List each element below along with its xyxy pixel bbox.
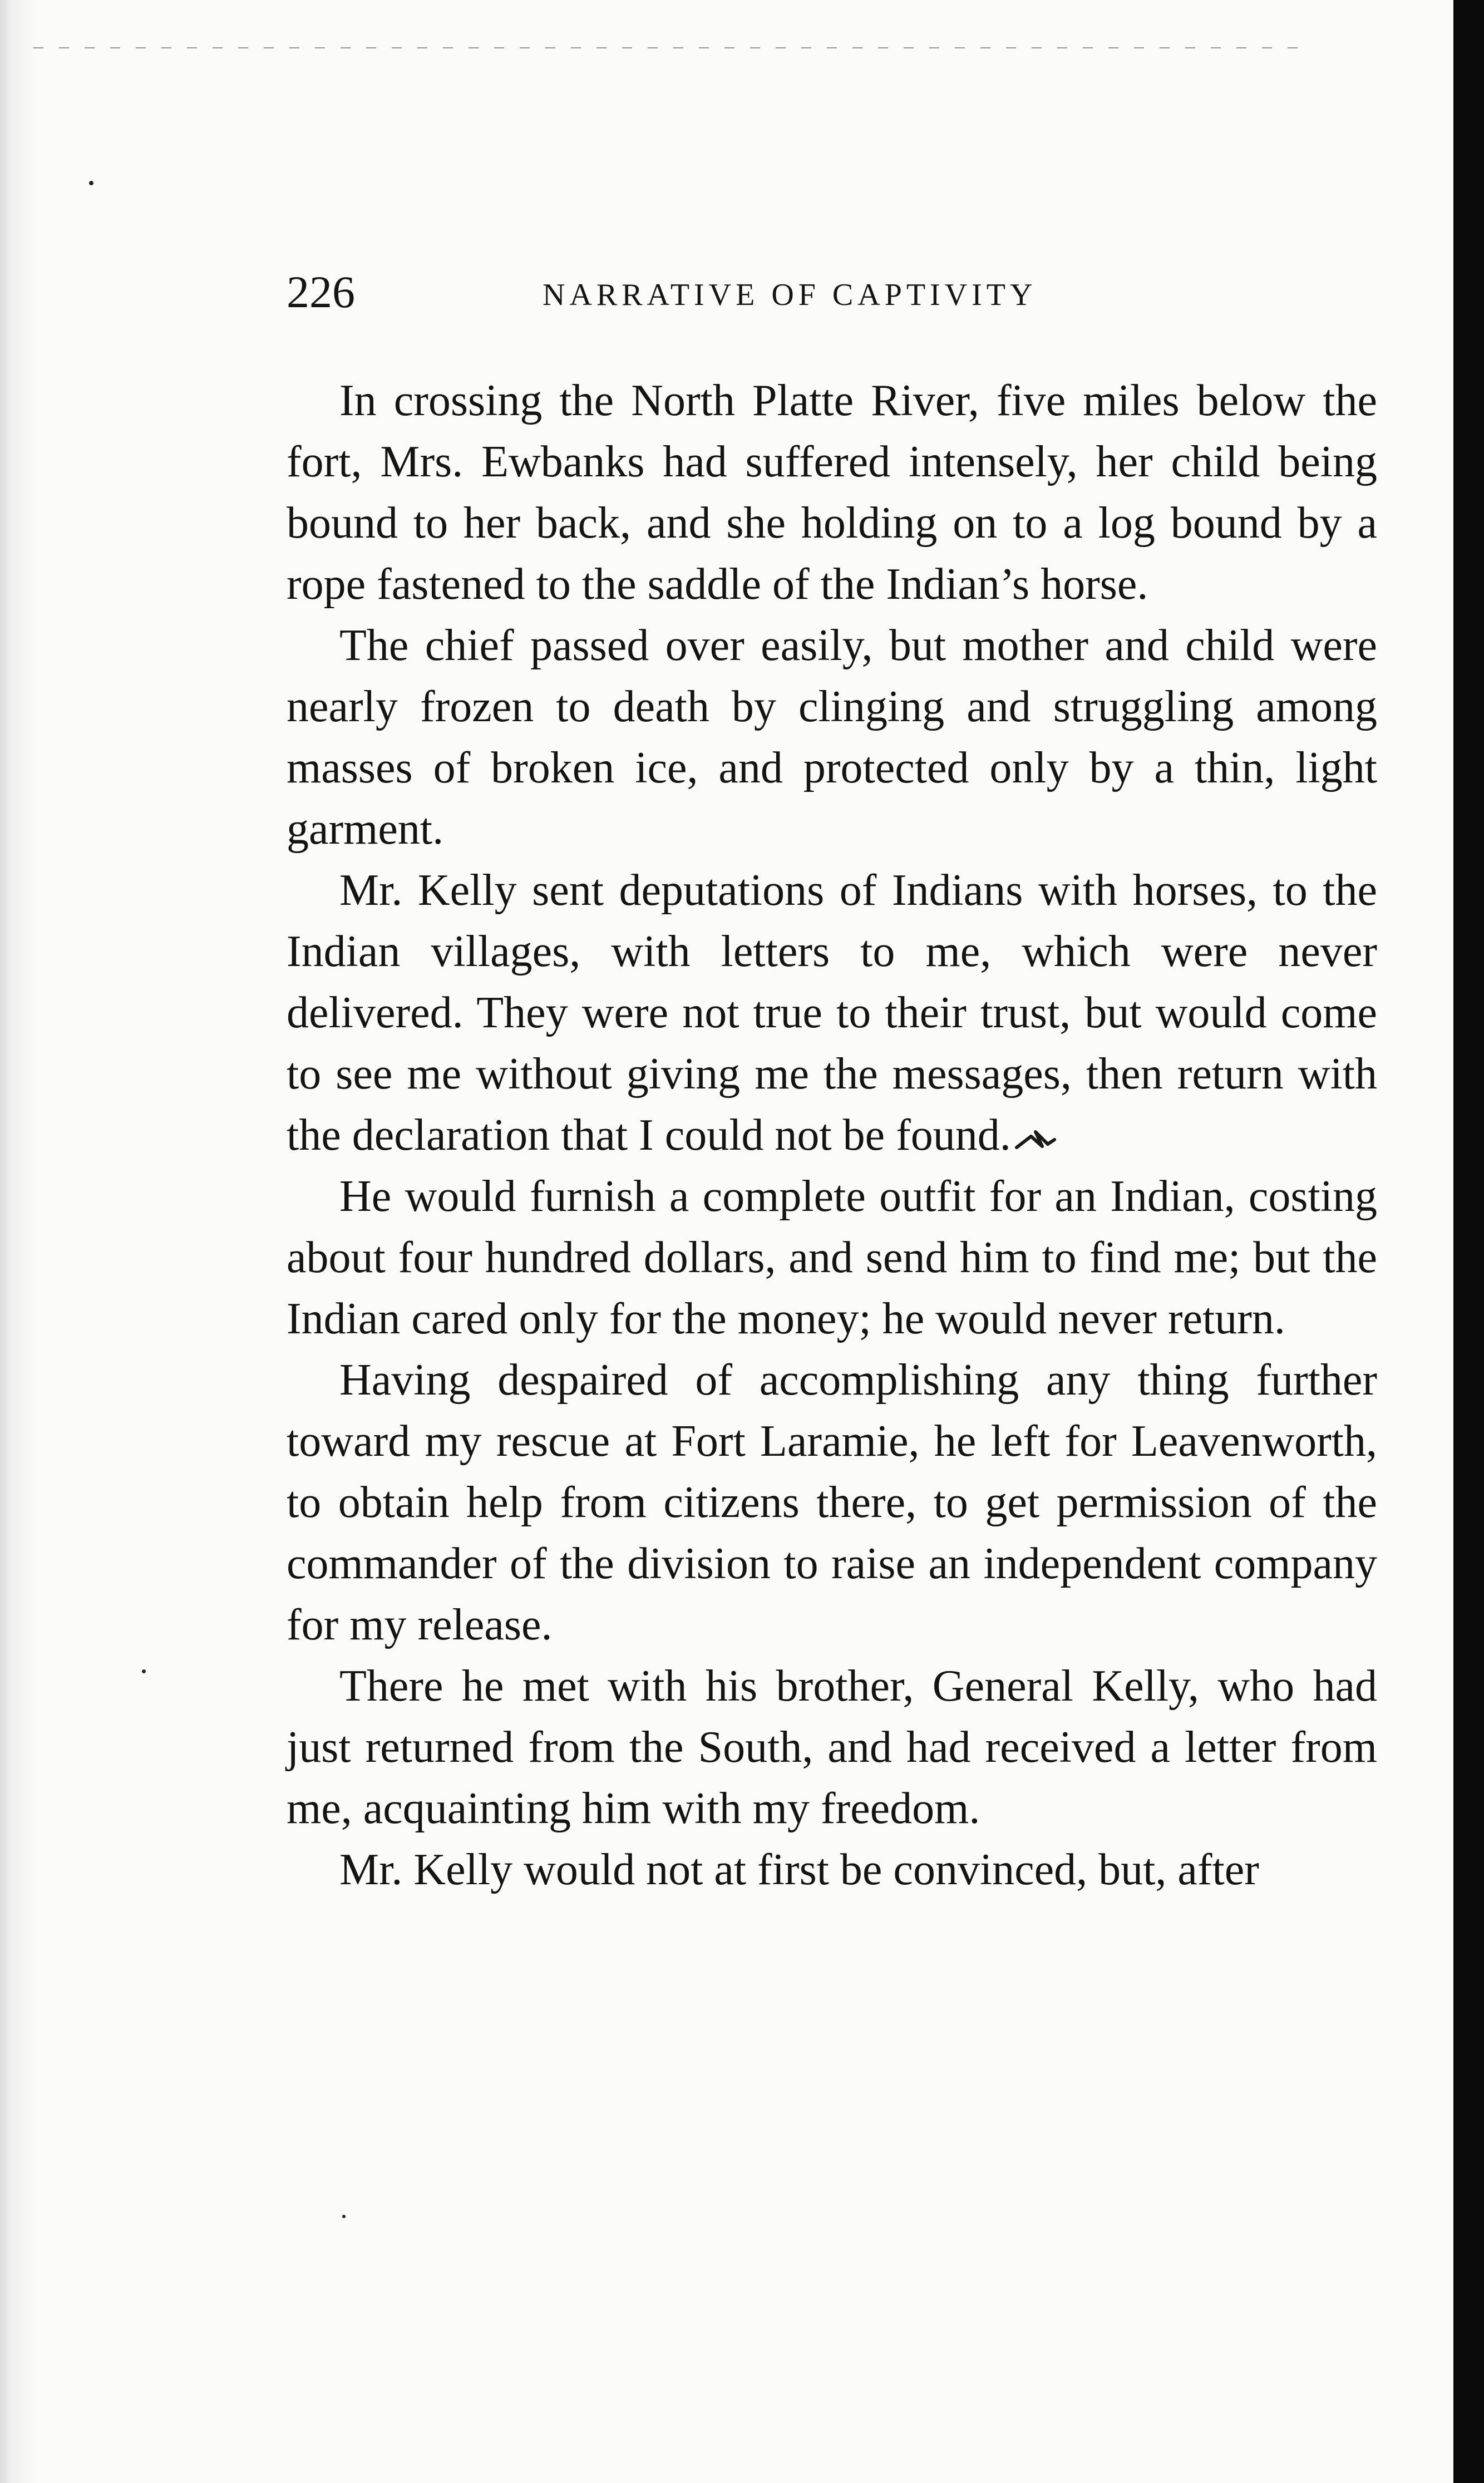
- ink-speck: [142, 1669, 146, 1673]
- paragraph: Having despaired of accomplishing any thing further toward my rescue at Fort Laramie, he left for Leavenworth, to obtain help from citizens there, to get permission of the commander of the division to raise an independent company for my release.: [287, 1356, 1377, 1649]
- paragraph: The chief passed over easily, but mother and child were nearly frozen to death by clinging and struggling among masses of broken ice, and protected only by a thin, light garment.: [287, 621, 1377, 854]
- page-number: 226: [287, 267, 355, 317]
- scan-left-edge: [0, 0, 34, 2483]
- scan-right-edge: [1453, 0, 1484, 2483]
- running-head: NARRATIVE OF CAPTIVITY: [543, 278, 1037, 312]
- body-text: [287, 370, 1377, 1900]
- paragraph-text: Mr. Kelly sent deputations of Indians with horses, to the Indian villages, with letters to me, which were never delivered. They were not true to their trust, but would come to see me without giving me the messages, then return with the declaration that I could not be found.: [287, 866, 1377, 1160]
- page-header: [287, 262, 1397, 323]
- paragraph: He would furnish a complete outfit for an Indian, costing about four hundred dollars, and send him to find me; but the Indian cared only for the money; he would never return.: [287, 1172, 1377, 1343]
- ink-speck: [89, 181, 93, 185]
- paragraph: There he met with his brother, General Kelly, who had just returned from the South, and had received a letter from me, acquainting him with my freedom.: [287, 1662, 1377, 1833]
- pen-mark-icon: [1014, 1120, 1059, 1153]
- paragraph: In crossing the North Platte River, five miles below the fort, Mrs. Ewbanks had suffered intensely, her child being bound to her back, and she holding on to a log bound by a rope fastened to the saddle of the Indian’s horse.: [287, 376, 1377, 609]
- scan-top-edge: [33, 47, 1313, 48]
- paragraph: Mr. Kelly would not at first be convinced, but, after: [339, 1845, 1259, 1894]
- paragraph: [287, 860, 1377, 1166]
- ink-speck: [342, 2215, 346, 2218]
